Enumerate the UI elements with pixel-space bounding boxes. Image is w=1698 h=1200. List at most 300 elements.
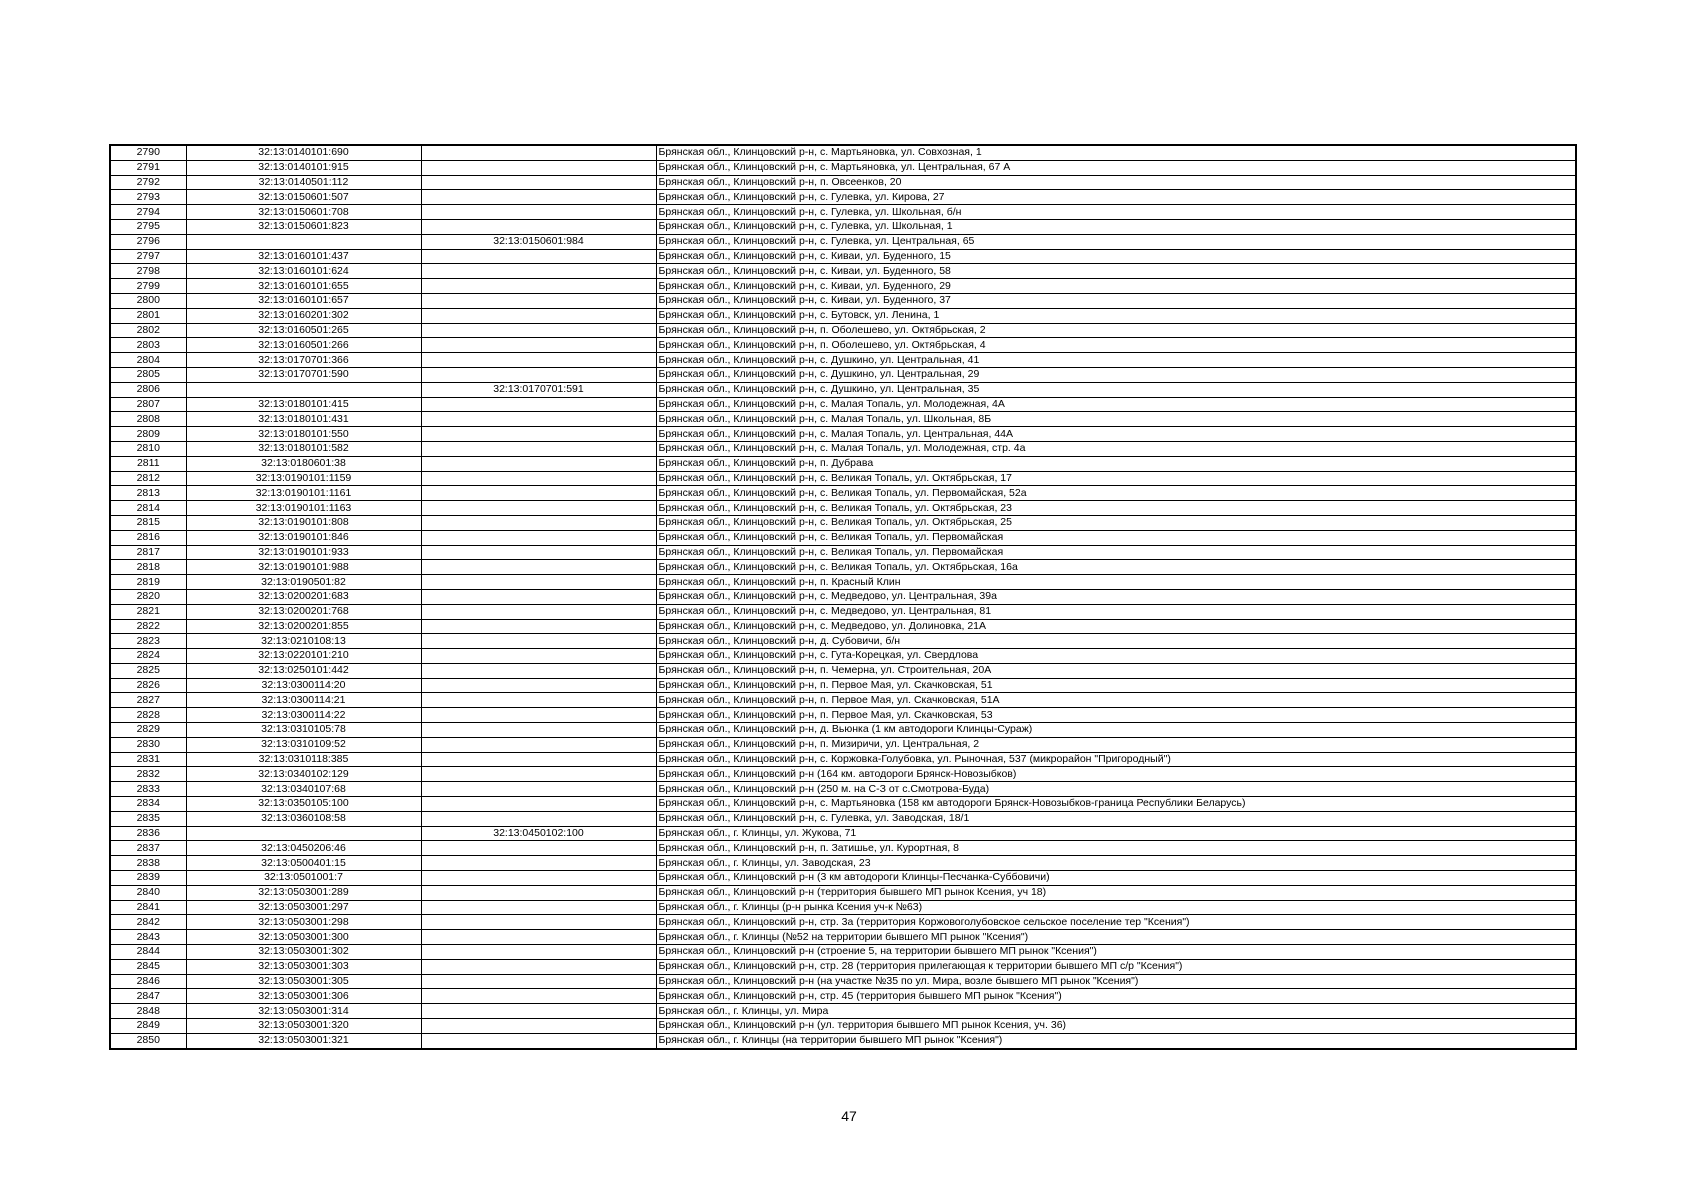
address-cell: Брянская обл., Клинцовский р-н (на участке №35 по ул. Мира, возле бывшего МП рынок "Ксения")	[656, 974, 1576, 989]
table-row	[110, 279, 1576, 294]
row-number-cell: 2835	[110, 811, 186, 826]
cadastral-number-cell: 32:13:0140101:915	[186, 160, 421, 175]
row-number-cell: 2827	[110, 693, 186, 708]
cadastral-number-cell: 32:13:0190101:933	[186, 545, 421, 560]
row-number-cell: 2834	[110, 797, 186, 812]
address-cell: Брянская обл., Клинцовский р-н, п. Овсеенков, 20	[656, 175, 1576, 190]
address-cell: Брянская обл., Клинцовский р-н, п. Первое Мая, ул. Скачковская, 53	[656, 708, 1576, 723]
cadastral-number-alt-cell	[421, 205, 656, 220]
cadastral-number-cell: 32:13:0170701:590	[186, 367, 421, 382]
address-cell: Брянская обл., Клинцовский р-н, с. Великая Топаль, ул. Первомайская, 52а	[656, 486, 1576, 501]
address-cell: Брянская обл., Клинцовский р-н, с. Гулевка, ул. Центральная, 65	[656, 234, 1576, 249]
row-number-cell: 2811	[110, 456, 186, 471]
table-row	[110, 530, 1576, 545]
cadastral-number-alt-cell	[421, 708, 656, 723]
row-number-cell: 2799	[110, 279, 186, 294]
row-number-cell: 2842	[110, 915, 186, 930]
row-number-cell: 2820	[110, 589, 186, 604]
row-number-cell: 2817	[110, 545, 186, 560]
row-number-cell: 2819	[110, 575, 186, 590]
cadastral-number-cell	[186, 826, 421, 841]
cadastral-number-alt-cell	[421, 353, 656, 368]
address-cell: Брянская обл., г. Клинцы, ул. Заводская, 23	[656, 856, 1576, 871]
address-cell: Брянская обл., Клинцовский р-н, с. Медведово, ул. Долиновка, 21А	[656, 619, 1576, 634]
row-number-cell: 2802	[110, 323, 186, 338]
row-number-cell: 2801	[110, 308, 186, 323]
row-number-cell: 2849	[110, 1019, 186, 1034]
table-row	[110, 678, 1576, 693]
table-row	[110, 885, 1576, 900]
row-number-cell: 2804	[110, 353, 186, 368]
row-number-cell: 2814	[110, 501, 186, 516]
address-cell: Брянская обл., г. Клинцы (№52 на территории бывшего МП рынок "Ксения")	[656, 930, 1576, 945]
address-cell: Брянская обл., Клинцовский р-н, с. Малая Топаль, ул. Молодежная, стр. 4а	[656, 441, 1576, 456]
cadastral-number-cell: 32:13:0210108:13	[186, 634, 421, 649]
address-cell: Брянская обл., Клинцовский р-н, с. Великая Топаль, ул. Октябрьская, 16а	[656, 560, 1576, 575]
cadastral-number-cell: 32:13:0150601:507	[186, 190, 421, 205]
address-cell: Брянская обл., Клинцовский р-н, п. Первое Мая, ул. Скачковская, 51А	[656, 693, 1576, 708]
row-number-cell: 2794	[110, 205, 186, 220]
cadastral-number-cell: 32:13:0140501:112	[186, 175, 421, 190]
cadastral-number-alt-cell	[421, 752, 656, 767]
row-number-cell: 2850	[110, 1033, 186, 1048]
table-row	[110, 160, 1576, 175]
table-row	[110, 752, 1576, 767]
address-cell: Брянская обл., Клинцовский р-н, с. Великая Топаль, ул. Октябрьская, 25	[656, 515, 1576, 530]
table-row	[110, 708, 1576, 723]
cadastral-number-alt-cell	[421, 412, 656, 427]
cadastral-number-alt-cell	[421, 515, 656, 530]
table-row	[110, 782, 1576, 797]
address-cell: Брянская обл., Клинцовский р-н, п. Дубрава	[656, 456, 1576, 471]
cadastral-number-cell: 32:13:0503001:302	[186, 945, 421, 960]
table-row	[110, 412, 1576, 427]
address-cell: Брянская обл., Клинцовский р-н, с. Мартьяновка, ул. Центральная, 67 А	[656, 160, 1576, 175]
cadastral-number-alt-cell	[421, 471, 656, 486]
cadastral-number-cell: 32:13:0503001:303	[186, 959, 421, 974]
table-row	[110, 175, 1576, 190]
cadastral-number-alt-cell	[421, 767, 656, 782]
cadastral-number-cell: 32:13:0450206:46	[186, 841, 421, 856]
cadastral-number-alt-cell	[421, 501, 656, 516]
cadastral-number-alt-cell	[421, 737, 656, 752]
row-number-cell: 2846	[110, 974, 186, 989]
table-row	[110, 560, 1576, 575]
row-number-cell: 2813	[110, 486, 186, 501]
cadastral-number-cell: 32:13:0190101:808	[186, 515, 421, 530]
table-row	[110, 649, 1576, 664]
address-cell: Брянская обл., Клинцовский р-н, с. Киваи, ул. Буденного, 29	[656, 279, 1576, 294]
cadastral-number-cell: 32:13:0200201:768	[186, 604, 421, 619]
address-cell: Брянская обл., Клинцовский р-н, с. Киваи, ул. Буденного, 15	[656, 249, 1576, 264]
address-cell: Брянская обл., Клинцовский р-н, с. Великая Топаль, ул. Октябрьская, 17	[656, 471, 1576, 486]
address-cell: Брянская обл., Клинцовский р-н, с. Душкино, ул. Центральная, 35	[656, 382, 1576, 397]
cadastral-number-alt-cell	[421, 427, 656, 442]
row-number-cell: 2791	[110, 160, 186, 175]
cadastral-number-cell: 32:13:0503001:289	[186, 885, 421, 900]
cadastral-number-cell: 32:13:0300114:20	[186, 678, 421, 693]
table-row	[110, 249, 1576, 264]
cadastral-number-cell: 32:13:0160101:657	[186, 293, 421, 308]
cadastral-number-alt-cell	[421, 989, 656, 1004]
cadastral-number-cell: 32:13:0200201:683	[186, 589, 421, 604]
cadastral-number-alt-cell	[421, 856, 656, 871]
row-number-cell: 2839	[110, 871, 186, 886]
table-row	[110, 900, 1576, 915]
table-row	[110, 456, 1576, 471]
cadastral-number-alt-cell	[421, 663, 656, 678]
row-number-cell: 2807	[110, 397, 186, 412]
address-cell: Брянская обл., Клинцовский р-н, с. Гулевка, ул. Школьная, 1	[656, 219, 1576, 234]
address-cell: Брянская обл., Клинцовский р-н, п. Первое Мая, ул. Скачковская, 51	[656, 678, 1576, 693]
cadastral-number-alt-cell	[421, 974, 656, 989]
table-row	[110, 145, 1576, 160]
cadastral-number-cell: 32:13:0310118:385	[186, 752, 421, 767]
cadastral-number-alt-cell	[421, 885, 656, 900]
address-cell: Брянская обл., Клинцовский р-н, п. Мизиричи, ул. Центральная, 2	[656, 737, 1576, 752]
cadastral-number-alt-cell: 32:13:0150601:984	[421, 234, 656, 249]
address-cell: Брянская обл., Клинцовский р-н (164 км. автодороги Брянск-Новозыбков)	[656, 767, 1576, 782]
row-number-cell: 2844	[110, 945, 186, 960]
table-row	[110, 441, 1576, 456]
address-cell: Брянская обл., Клинцовский р-н, с. Душкино, ул. Центральная, 29	[656, 367, 1576, 382]
address-cell: Брянская обл., Клинцовский р-н, стр. 28 (территория прилегающая к территории бывшего МП с/р "Ксения")	[656, 959, 1576, 974]
table-row	[110, 871, 1576, 886]
address-cell: Брянская обл., Клинцовский р-н, п. Оболешево, ул. Октябрьская, 2	[656, 323, 1576, 338]
cadastral-number-cell: 32:13:0180101:582	[186, 441, 421, 456]
cadastral-number-alt-cell	[421, 575, 656, 590]
cadastral-number-cell: 32:13:0360108:58	[186, 811, 421, 826]
cadastral-number-alt-cell	[421, 723, 656, 738]
address-cell: Брянская обл., Клинцовский р-н, с. Малая Топаль, ул. Школьная, 8Б	[656, 412, 1576, 427]
cadastral-number-cell: 32:13:0190101:846	[186, 530, 421, 545]
row-number-cell: 2832	[110, 767, 186, 782]
cadastral-number-cell: 32:13:0190101:1159	[186, 471, 421, 486]
cadastral-number-alt-cell	[421, 649, 656, 664]
address-cell: Брянская обл., Клинцовский р-н, д. Вьюнка (1 км автодороги Клинцы-Сураж)	[656, 723, 1576, 738]
cadastral-number-cell: 32:13:0160201:302	[186, 308, 421, 323]
table-row	[110, 634, 1576, 649]
table-row	[110, 1019, 1576, 1034]
row-number-cell: 2822	[110, 619, 186, 634]
address-cell: Брянская обл., Клинцовский р-н, с. Великая Топаль, ул. Первомайская	[656, 545, 1576, 560]
cadastral-number-alt-cell	[421, 175, 656, 190]
address-cell: Брянская обл., Клинцовский р-н (3 км автодороги Клинцы-Песчанка-Суббовичи)	[656, 871, 1576, 886]
table-row	[110, 737, 1576, 752]
cadastral-number-cell: 32:13:0190101:1161	[186, 486, 421, 501]
cadastral-number-cell: 32:13:0160101:624	[186, 264, 421, 279]
table-row	[110, 974, 1576, 989]
address-cell: Брянская обл., Клинцовский р-н, с. Великая Топаль, ул. Октябрьская, 23	[656, 501, 1576, 516]
cadastral-number-alt-cell	[421, 797, 656, 812]
cadastral-number-cell: 32:13:0340107:68	[186, 782, 421, 797]
cadastral-number-alt-cell	[421, 456, 656, 471]
cadastral-number-cell: 32:13:0310105:78	[186, 723, 421, 738]
address-cell: Брянская обл., Клинцовский р-н, с. Коржовка-Голубовка, ул. Рыночная, 537 (микрорайон "Пригородный")	[656, 752, 1576, 767]
row-number-cell: 2840	[110, 885, 186, 900]
cadastral-number-alt-cell	[421, 293, 656, 308]
cadastral-number-alt-cell	[421, 308, 656, 323]
row-number-cell: 2828	[110, 708, 186, 723]
table-row	[110, 353, 1576, 368]
cadastral-number-cell: 32:13:0170701:366	[186, 353, 421, 368]
address-cell: Брянская обл., Клинцовский р-н (ул. территория бывшего МП рынок Ксения, уч. 36)	[656, 1019, 1576, 1034]
address-cell: Брянская обл., г. Клинцы, ул. Мира	[656, 1004, 1576, 1019]
cadastral-number-alt-cell	[421, 959, 656, 974]
row-number-cell: 2798	[110, 264, 186, 279]
cadastral-number-alt-cell	[421, 915, 656, 930]
cadastral-number-cell: 32:13:0180101:550	[186, 427, 421, 442]
table-row	[110, 427, 1576, 442]
cadastral-number-alt-cell	[421, 560, 656, 575]
address-cell: Брянская обл., Клинцовский р-н, с. Медведово, ул. Центральная, 81	[656, 604, 1576, 619]
cadastral-number-cell	[186, 234, 421, 249]
cadastral-number-alt-cell	[421, 397, 656, 412]
table-row	[110, 723, 1576, 738]
row-number-cell: 2796	[110, 234, 186, 249]
property-registry-table	[109, 144, 1577, 1050]
table-row	[110, 323, 1576, 338]
table-row	[110, 293, 1576, 308]
cadastral-number-cell: 32:13:0180101:431	[186, 412, 421, 427]
table-row	[110, 856, 1576, 871]
cadastral-number-cell: 32:13:0500401:15	[186, 856, 421, 871]
cadastral-number-cell: 32:13:0160501:265	[186, 323, 421, 338]
cadastral-number-cell: 32:13:0190101:1163	[186, 501, 421, 516]
cadastral-number-cell: 32:13:0503001:314	[186, 1004, 421, 1019]
cadastral-number-cell: 32:13:0300114:21	[186, 693, 421, 708]
cadastral-number-alt-cell	[421, 589, 656, 604]
cadastral-number-cell: 32:13:0180601:38	[186, 456, 421, 471]
row-number-cell: 2826	[110, 678, 186, 693]
address-cell: Брянская обл., Клинцовский р-н, с. Бутовск, ул. Ленина, 1	[656, 308, 1576, 323]
cadastral-number-cell: 32:13:0310109:52	[186, 737, 421, 752]
row-number-cell: 2841	[110, 900, 186, 915]
row-number-cell: 2812	[110, 471, 186, 486]
address-cell: Брянская обл., Клинцовский р-н, с. Медведово, ул. Центральная, 39а	[656, 589, 1576, 604]
row-number-cell: 2823	[110, 634, 186, 649]
table-row	[110, 1004, 1576, 1019]
address-cell: Брянская обл., Клинцовский р-н (строение 5, на территории бывшего МП рынок "Ксения")	[656, 945, 1576, 960]
table-row	[110, 1033, 1576, 1048]
row-number-cell: 2845	[110, 959, 186, 974]
cadastral-number-cell: 32:13:0190101:988	[186, 560, 421, 575]
cadastral-number-alt-cell	[421, 219, 656, 234]
cadastral-number-alt-cell	[421, 530, 656, 545]
cadastral-number-alt-cell	[421, 545, 656, 560]
cadastral-number-cell: 32:13:0350105:100	[186, 797, 421, 812]
cadastral-number-cell: 32:13:0150601:823	[186, 219, 421, 234]
cadastral-number-alt-cell	[421, 1004, 656, 1019]
cadastral-number-cell	[186, 382, 421, 397]
cadastral-number-alt-cell	[421, 604, 656, 619]
address-cell: Брянская обл., г. Клинцы (р-н рынка Ксения уч-к №63)	[656, 900, 1576, 915]
table-row	[110, 930, 1576, 945]
cadastral-number-cell: 32:13:0250101:442	[186, 663, 421, 678]
row-number-cell: 2831	[110, 752, 186, 767]
table-row	[110, 367, 1576, 382]
cadastral-number-cell: 32:13:0503001:321	[186, 1033, 421, 1048]
table-row	[110, 501, 1576, 516]
address-cell: Брянская обл., Клинцовский р-н, с. Гулевка, ул. Заводская, 18/1	[656, 811, 1576, 826]
cadastral-number-alt-cell	[421, 160, 656, 175]
row-number-cell: 2837	[110, 841, 186, 856]
row-number-cell: 2808	[110, 412, 186, 427]
address-cell: Брянская обл., г. Клинцы, ул. Жукова, 71	[656, 826, 1576, 841]
address-cell: Брянская обл., Клинцовский р-н, с. Гулевка, ул. Кирова, 27	[656, 190, 1576, 205]
cadastral-number-alt-cell: 32:13:0450102:100	[421, 826, 656, 841]
page-number: 47	[841, 1108, 857, 1124]
registry-body	[110, 145, 1576, 1049]
table-row	[110, 205, 1576, 220]
address-cell: Брянская обл., Клинцовский р-н, с. Мартьяновка (158 км автодороги Брянск-Новозыбков-граница Республики Беларусь)	[656, 797, 1576, 812]
cadastral-number-cell: 32:13:0160501:266	[186, 338, 421, 353]
cadastral-number-alt-cell	[421, 693, 656, 708]
table-row	[110, 767, 1576, 782]
table-row	[110, 338, 1576, 353]
row-number-cell: 2792	[110, 175, 186, 190]
row-number-cell: 2806	[110, 382, 186, 397]
table-row	[110, 589, 1576, 604]
cadastral-number-cell: 32:13:0300114:22	[186, 708, 421, 723]
address-cell: Брянская обл., г. Клинцы (на территории бывшего МП рынок "Ксения")	[656, 1033, 1576, 1048]
cadastral-number-alt-cell	[421, 323, 656, 338]
table-row	[110, 915, 1576, 930]
table-row	[110, 545, 1576, 560]
cadastral-number-alt-cell	[421, 634, 656, 649]
cadastral-number-alt-cell	[421, 945, 656, 960]
table-row	[110, 959, 1576, 974]
address-cell: Брянская обл., Клинцовский р-н, с. Душкино, ул. Центральная, 41	[656, 353, 1576, 368]
cadastral-number-cell: 32:13:0160101:437	[186, 249, 421, 264]
row-number-cell: 2809	[110, 427, 186, 442]
cadastral-number-alt-cell	[421, 871, 656, 886]
table-row	[110, 811, 1576, 826]
cadastral-number-cell: 32:13:0503001:298	[186, 915, 421, 930]
cadastral-number-cell: 32:13:0503001:320	[186, 1019, 421, 1034]
table-row	[110, 382, 1576, 397]
address-cell: Брянская обл., Клинцовский р-н, стр. 45 (территория бывшего МП рынок "Ксения")	[656, 989, 1576, 1004]
table-row	[110, 190, 1576, 205]
cadastral-number-alt-cell	[421, 441, 656, 456]
table-row	[110, 841, 1576, 856]
cadastral-number-cell: 32:13:0220101:210	[186, 649, 421, 664]
row-number-cell: 2821	[110, 604, 186, 619]
cadastral-number-alt-cell	[421, 782, 656, 797]
address-cell: Брянская обл., Клинцовский р-н, с. Малая Топаль, ул. Молодежная, 4А	[656, 397, 1576, 412]
table-row	[110, 693, 1576, 708]
table-row	[110, 945, 1576, 960]
cadastral-number-cell: 32:13:0501001:7	[186, 871, 421, 886]
cadastral-number-alt-cell	[421, 900, 656, 915]
table-row	[110, 797, 1576, 812]
address-cell: Брянская обл., Клинцовский р-н, п. Чемерна, ул. Строительная, 20А	[656, 663, 1576, 678]
table-row	[110, 308, 1576, 323]
cadastral-number-cell: 32:13:0190501:82	[186, 575, 421, 590]
cadastral-number-alt-cell	[421, 367, 656, 382]
row-number-cell: 2816	[110, 530, 186, 545]
row-number-cell: 2825	[110, 663, 186, 678]
table-row	[110, 234, 1576, 249]
row-number-cell: 2824	[110, 649, 186, 664]
cadastral-number-cell: 32:13:0150601:708	[186, 205, 421, 220]
row-number-cell: 2838	[110, 856, 186, 871]
row-number-cell: 2830	[110, 737, 186, 752]
address-cell: Брянская обл., Клинцовский р-н, с. Киваи, ул. Буденного, 37	[656, 293, 1576, 308]
cadastral-number-cell: 32:13:0140101:690	[186, 145, 421, 160]
address-cell: Брянская обл., Клинцовский р-н (250 м. на С-З от с.Смотрова-Буда)	[656, 782, 1576, 797]
address-cell: Брянская обл., Клинцовский р-н, д. Субовичи, б/н	[656, 634, 1576, 649]
address-cell: Брянская обл., Клинцовский р-н (территория бывшего МП рынок Ксения, уч 18)	[656, 885, 1576, 900]
row-number-cell: 2818	[110, 560, 186, 575]
table-row	[110, 604, 1576, 619]
address-cell: Брянская обл., Клинцовский р-н, стр. 3а (территория Коржовоголубовское сельское поселение тер "Ксения")	[656, 915, 1576, 930]
address-cell: Брянская обл., Клинцовский р-н, с. Великая Топаль, ул. Первомайская	[656, 530, 1576, 545]
address-cell: Брянская обл., Клинцовский р-н, с. Киваи, ул. Буденного, 58	[656, 264, 1576, 279]
table-row	[110, 663, 1576, 678]
cadastral-number-cell: 32:13:0503001:300	[186, 930, 421, 945]
cadastral-number-alt-cell	[421, 249, 656, 264]
table-row	[110, 826, 1576, 841]
row-number-cell: 2803	[110, 338, 186, 353]
address-cell: Брянская обл., Клинцовский р-н, с. Мартьяновка, ул. Совхозная, 1	[656, 145, 1576, 160]
row-number-cell: 2833	[110, 782, 186, 797]
address-cell: Брянская обл., Клинцовский р-н, п. Затишье, ул. Курортная, 8	[656, 841, 1576, 856]
table-row	[110, 471, 1576, 486]
table-row	[110, 397, 1576, 412]
row-number-cell: 2795	[110, 219, 186, 234]
cadastral-number-alt-cell	[421, 930, 656, 945]
table-row	[110, 486, 1576, 501]
cadastral-number-cell: 32:13:0180101:415	[186, 397, 421, 412]
cadastral-number-alt-cell	[421, 190, 656, 205]
address-cell: Брянская обл., Клинцовский р-н, с. Гулевка, ул. Школьная, б/н	[656, 205, 1576, 220]
row-number-cell: 2797	[110, 249, 186, 264]
table-row	[110, 515, 1576, 530]
row-number-cell: 2847	[110, 989, 186, 1004]
row-number-cell: 2810	[110, 441, 186, 456]
address-cell: Брянская обл., Клинцовский р-н, с. Малая Топаль, ул. Центральная, 44А	[656, 427, 1576, 442]
cadastral-number-alt-cell	[421, 338, 656, 353]
table-row	[110, 989, 1576, 1004]
row-number-cell: 2815	[110, 515, 186, 530]
table-row	[110, 264, 1576, 279]
cadastral-number-cell: 32:13:0200201:855	[186, 619, 421, 634]
table-row	[110, 619, 1576, 634]
cadastral-number-alt-cell	[421, 264, 656, 279]
row-number-cell: 2848	[110, 1004, 186, 1019]
row-number-cell: 2800	[110, 293, 186, 308]
cadastral-number-alt-cell	[421, 619, 656, 634]
cadastral-number-alt-cell	[421, 486, 656, 501]
address-cell: Брянская обл., Клинцовский р-н, с. Гута-Корецкая, ул. Свердлова	[656, 649, 1576, 664]
cadastral-number-alt-cell	[421, 1033, 656, 1048]
row-number-cell: 2836	[110, 826, 186, 841]
cadastral-number-cell: 32:13:0340102:129	[186, 767, 421, 782]
cadastral-number-alt-cell	[421, 145, 656, 160]
cadastral-number-alt-cell	[421, 811, 656, 826]
cadastral-number-cell: 32:13:0503001:305	[186, 974, 421, 989]
cadastral-number-cell: 32:13:0503001:306	[186, 989, 421, 1004]
cadastral-number-alt-cell	[421, 678, 656, 693]
cadastral-number-alt-cell: 32:13:0170701:591	[421, 382, 656, 397]
address-cell: Брянская обл., Клинцовский р-н, п. Оболешево, ул. Октябрьская, 4	[656, 338, 1576, 353]
table-row	[110, 575, 1576, 590]
cadastral-number-alt-cell	[421, 279, 656, 294]
address-cell: Брянская обл., Клинцовский р-н, п. Красный Клин	[656, 575, 1576, 590]
cadastral-number-cell: 32:13:0503001:297	[186, 900, 421, 915]
row-number-cell: 2843	[110, 930, 186, 945]
